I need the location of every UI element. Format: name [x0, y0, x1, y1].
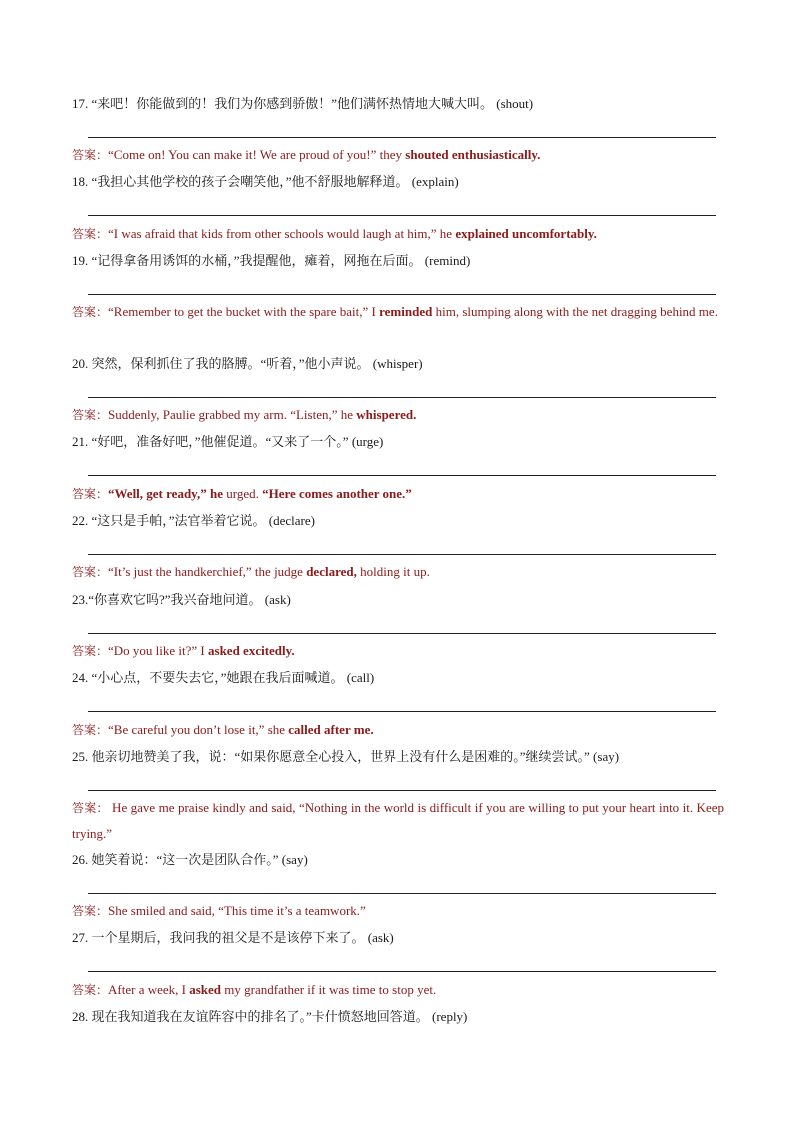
answer-line-25	[88, 790, 716, 791]
answer-label: 答案：	[72, 305, 109, 319]
answer-20: 答案：Suddenly, Paulie grabbed my arm. “Listen,” he whispered.	[72, 407, 417, 422]
answer-line-22	[88, 554, 716, 555]
question-22: 22. “这只是手帕，”法官举着它说。 (declare)	[72, 513, 315, 528]
answer-label: 答案：	[72, 148, 109, 162]
question-19: 19. “记得拿备用诱饵的水桶，”我提醒他，瘫着，网拖在后面。 (remind)	[72, 253, 471, 268]
answer-label: 答案：	[72, 723, 109, 737]
answer-label: 答案：	[72, 227, 109, 241]
question-24: 24. “小心点，不要失去它，”她跟在我后面喊道。 (call)	[72, 670, 375, 685]
answer-line-19	[88, 294, 716, 295]
answer-26: 答案：She smiled and said, “This time it’s a teamwork.”	[72, 903, 366, 918]
answer-label: 答案：	[72, 487, 109, 501]
answer-label: 答案：	[72, 644, 109, 658]
answer-line-23	[88, 633, 716, 634]
answer-line-18	[88, 215, 716, 216]
answer-label: 答案：	[72, 904, 109, 918]
answer-21: 答案：“Well, get ready,” he urged. “Here comes another one.”	[72, 486, 412, 501]
answer-17: 答案：“Come on! You can make it! We are proud of you!” they shouted enthusiastically.	[72, 147, 541, 162]
question-18: 18. “我担心其他学校的孩子会嘲笑他，”他不舒服地解释道。 (explain)	[72, 174, 459, 189]
answer-line-17	[88, 137, 716, 138]
answer-line-21	[88, 475, 716, 476]
answer-label: 答案：	[72, 408, 109, 422]
answer-line-26	[88, 893, 716, 894]
question-27: 27. 一个星期后，我问我的祖父是不是该停下来了。 (ask)	[72, 930, 394, 945]
question-23: 23.“你喜欢它吗?”我兴奋地问道。 (ask)	[72, 592, 291, 607]
answer-18: 答案：“I was afraid that kids from other schools would laugh at him,” he explained uncomfortably.	[72, 226, 597, 241]
answer-line-27	[88, 971, 716, 972]
question-25: 25. 他亲切地赞美了我，说：“如果你愿意全心投入，世界上没有什么是困难的。”继续尝试。” (say)	[72, 749, 620, 764]
answer-line-24	[88, 711, 716, 712]
answer-label: 答案：	[72, 983, 109, 997]
question-17: 17. “来吧！你能做到的！我们为你感到骄傲！”他们满怀热情地大喊大叫。 (shout)	[72, 96, 534, 111]
question-28: 28. 现在我知道我在友谊阵容中的排名了。”卡什愤怒地回答道。 (reply)	[72, 1009, 468, 1024]
answer-27: 答案：After a week, I asked my grandfather if it was time to stop yet.	[72, 982, 437, 997]
question-21: 21. “好吧，准备好吧，”他催促道。“又来了一个。” (urge)	[72, 434, 384, 449]
question-26: 26. 她笑着说：“这一次是团队合作。” (say)	[72, 852, 308, 867]
answer-line-20	[88, 397, 716, 398]
answer-label: 答案：	[72, 801, 109, 815]
answer-24: 答案：“Be careful you don’t lose it,” she called after me.	[72, 722, 374, 737]
answer-25: 答案： He gave me praise kindly and said, “Nothing in the world is difficult if you are willing to put your heart into it. Keep trying.”	[72, 800, 724, 841]
answer-19: 答案：“Remember to get the bucket with the spare bait,” I reminded him, slumping along with the net dragging behind me.	[72, 304, 718, 319]
answer-label: 答案：	[72, 565, 109, 579]
answer-22: 答案：“It’s just the handkerchief,” the judge declared, holding it up.	[72, 564, 430, 579]
question-20: 20. 突然，保利抓住了我的胳膊。“听着，”他小声说。 (whisper)	[72, 356, 423, 371]
answer-23: 答案：“Do you like it?” I asked excitedly.	[72, 643, 295, 658]
